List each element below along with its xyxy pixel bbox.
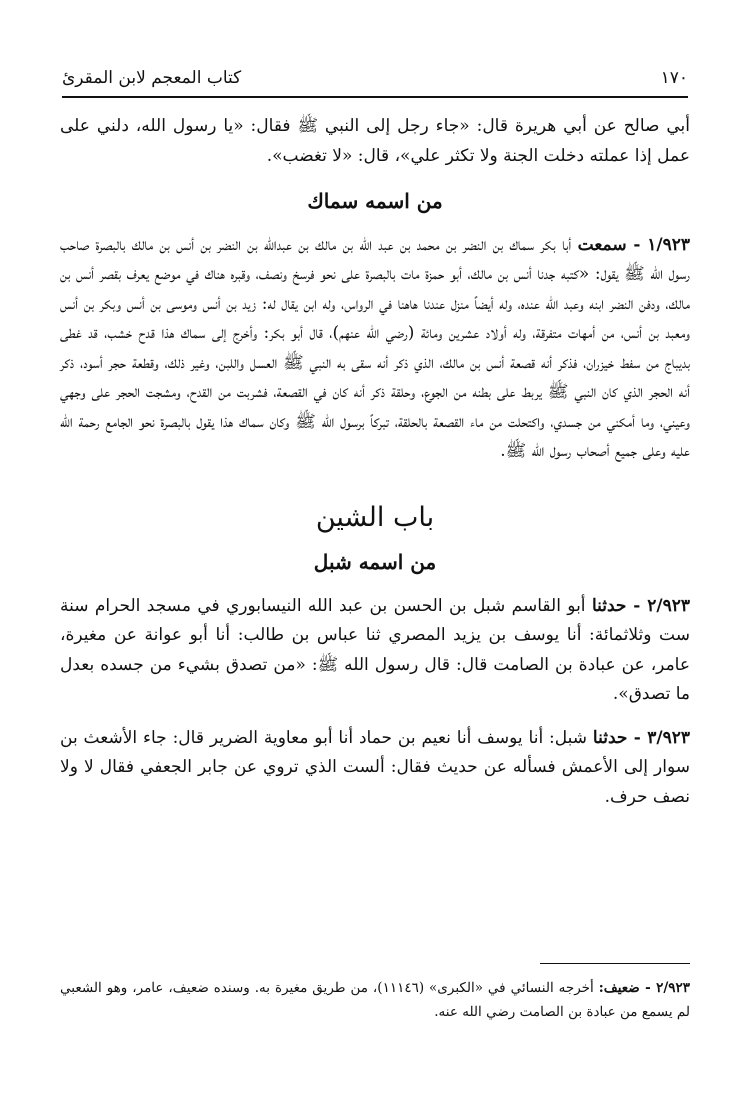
footnote-number: ٢/٩٢٣ - ضعيف: <box>598 980 691 996</box>
section-heading-simak: من اسمه سماك <box>307 189 443 213</box>
footnote-rule <box>540 963 690 964</box>
continuation-paragraph: أبي صالح عن أبي هريرة قال: «جاء رجل إلى النبي ﷺ فقال: «يا رسول الله، دلني على عمل إذا عملته دخلت الجنة ولا تكثر علي»، قال: «لا تغضب». <box>60 116 690 166</box>
chapter-title: باب الشين <box>315 501 435 533</box>
footnote-paragraph <box>60 976 690 1024</box>
entry-text: أبو القاسم شبل بن الحسن بن عبد الله النيسابوري في مسجد الحرام سنة ست وثلاثمائة: أنا يوسف بن يزيد المصري ثنا عباس بن طالب: أنا أبو عوانة عن مغيرة، عامر، عن عبادة بن الصامت قال: قال رسول الله ﷺ: «من تصدق بشيء من جسده بعدل ما تصدق». <box>60 595 690 704</box>
running-header <box>62 58 688 88</box>
hadith-entry-2 <box>60 592 690 710</box>
footnote <box>60 976 690 1024</box>
main-text <box>60 112 690 812</box>
book-title: كتاب المعجم لابن المقرئ <box>62 68 242 88</box>
hadith-entry-3 <box>60 724 690 813</box>
entry-number: ١/٩٢٣ - سمعت <box>577 234 690 255</box>
hadith-entry-1 <box>60 231 690 467</box>
footnote-text: أخرجه النسائي في «الكبرى» (١١١٤٦)، من طريق مغيرة به. وسنده ضعيف، عامر، وهو الشعبي لم يسمع من عبادة بن الصامت رضي الله عنه. <box>60 980 690 1020</box>
entry-number: ٣/٩٢٣ - حدثنا <box>592 727 690 748</box>
entry-text: شبل: أنا يوسف أنا نعيم بن حماد أنا أبو معاوية الضرير قال: جاء الأشعث بن سوار إلى الأعمش فسأله عن حديث فقال: ألست الذي تروي عن جابر الجعفي فقال لا ولا نصف حرف. <box>60 727 690 807</box>
entry-text: أبا بكر سماك بن النضر بن محمد بن عبد الله بن مالك بن عبدالله بن النضر بن أنس بن مالك بالبصرة صاحب رسول الله ﷺ يقول: «كتبه جدنا أنس بن مالك، أبو حمزة مات بالبصرة على نحو فرسخ ونصف، وقبره هناك في موضع يعرف بقصر أنس بن مالك، ودفن النضر ابنه وعبد الله عنده، وله أيضاً منزل عندنا هاهنا في الرواس، وله ابن يقال له: زيد بن أنس وموسى بن أنس وبكر بن أنس ومعبد بن أنس، من أمهات متفرقة، وله أولاد عشرين ومائة (رضي الله عنهم)، قال أبو بكر: وأخرج إلى سماك هذا قدح خشب، قد غطى بديباج من سفط خيزران، فذكر أنه قصعة أنس بن مالك، الذي ذكر أنه سقى به النبي ﷺ العسل واللبن، وغير ذلك، وقطعة حجر أسود، ذكر أنه الحجر الذي كان النبي ﷺ يربط على بطنه من الجوع، وحلقة ذكر أنه كان في القصعة، فشربت من القدح، ومشجت الحجر على وجهي وعيني، وما أمكني من جسدي، واكتحلت من ماء القصعة بالحلقة، تبركاً برسول الله ﷺ وكان سماك هذا يقول بالبصرة نحو الجامع رحمة الله عليه وعلى جميع أصحاب رسول الله ﷺ. <box>60 234 690 461</box>
header-rule <box>62 96 688 98</box>
page-number: ١٧٠ <box>660 68 688 88</box>
entry-number: ٢/٩٢٣ - حدثنا <box>591 595 691 616</box>
section-heading-shibl: من اسمه شبل <box>313 550 437 574</box>
